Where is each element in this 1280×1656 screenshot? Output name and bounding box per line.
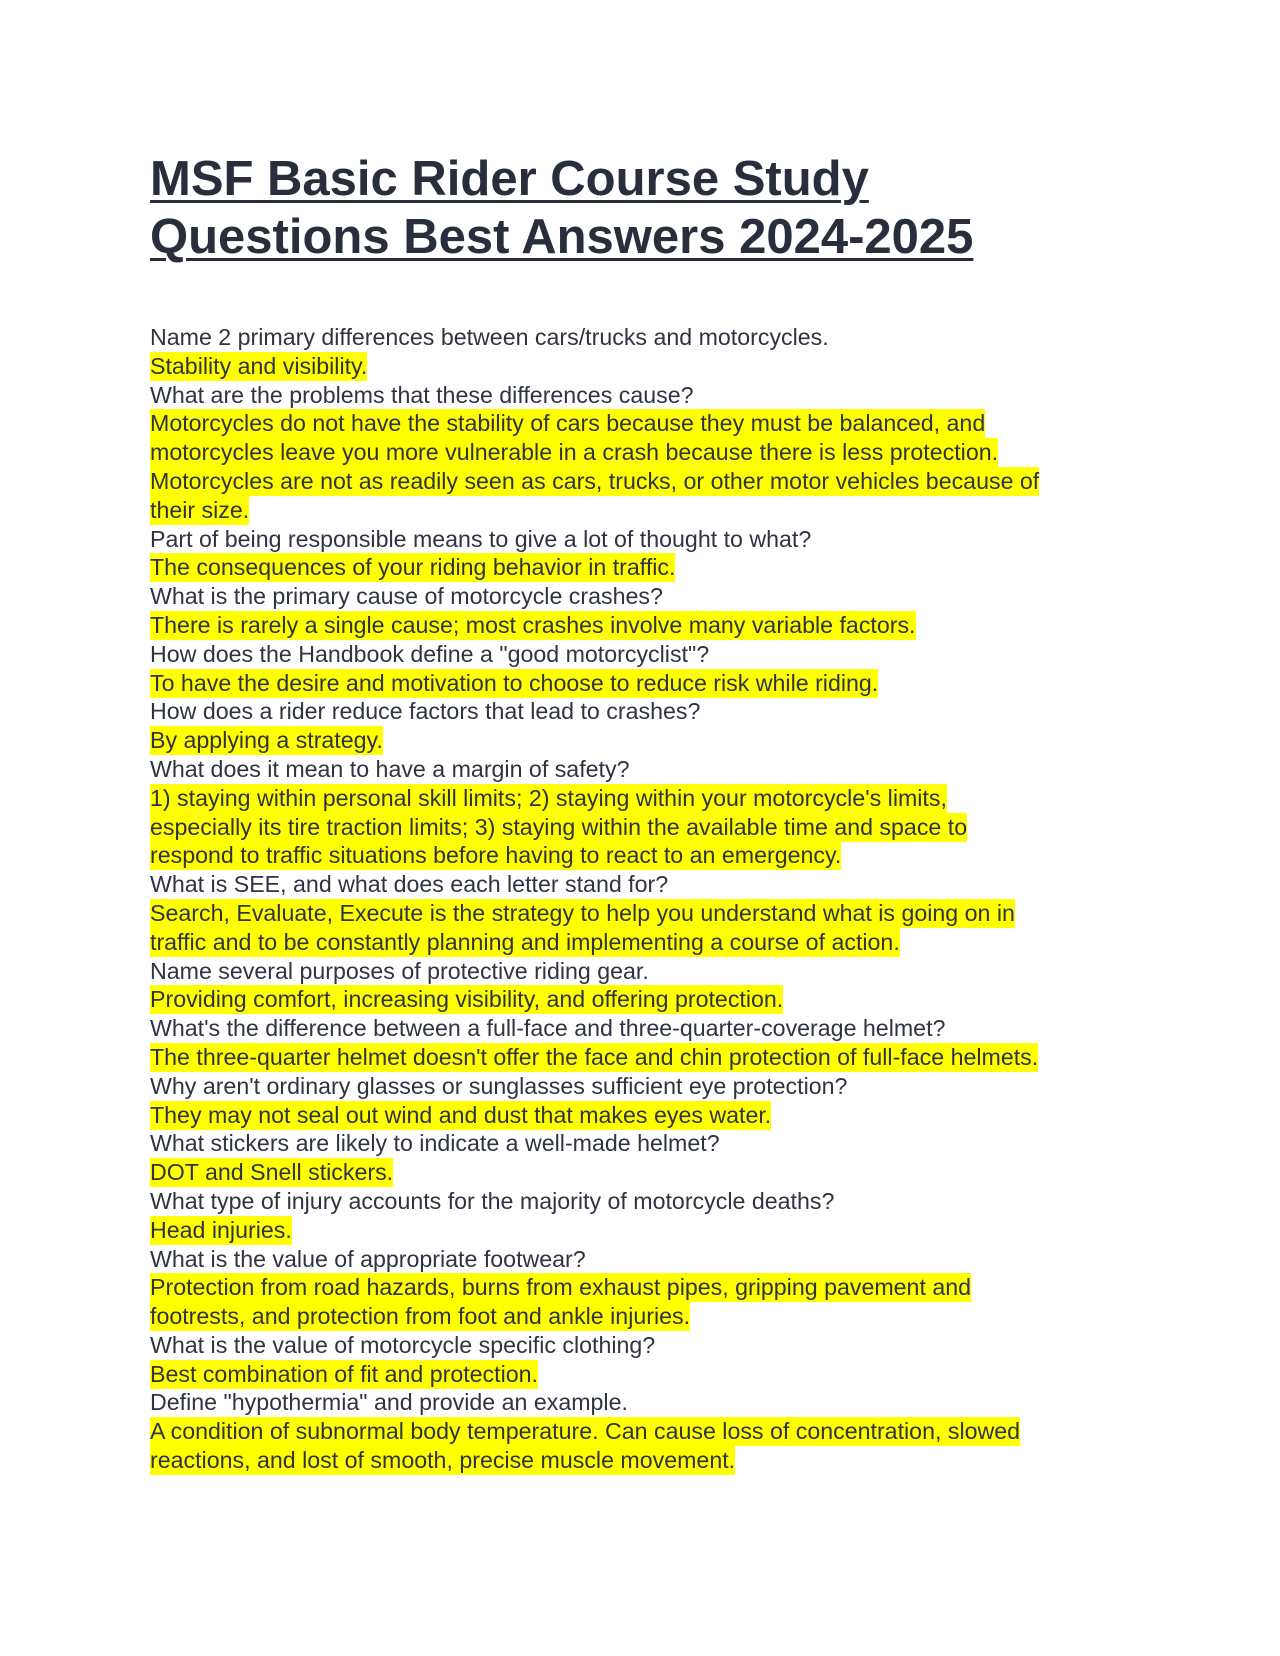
question-text: What is the value of motorcycle specific clothing? xyxy=(150,1331,656,1358)
question-text: Name 2 primary differences between cars/trucks and motorcycles. xyxy=(150,324,829,350)
answer-highlight: their size. xyxy=(150,496,250,523)
qa-item xyxy=(150,1129,1130,1187)
answer-line xyxy=(150,611,1130,640)
page-title xyxy=(150,150,1150,266)
answer-line xyxy=(150,496,1130,525)
title-line: Questions Best Answers 2024-2025 xyxy=(150,210,974,264)
answer-line xyxy=(150,841,1130,870)
answer-line xyxy=(150,1216,1130,1245)
question-text: How does the Handbook define a "good motorcyclist"? xyxy=(150,640,710,667)
answer-highlight: Best combination of fit and protection. xyxy=(150,1360,538,1387)
answer-highlight: Stability and visibility. xyxy=(150,352,368,379)
answer-line xyxy=(150,1101,1130,1130)
qa-item xyxy=(150,525,1130,583)
answer-highlight: Motorcycles are not as readily seen as cars, trucks, or other motor vehicles because of xyxy=(150,467,1040,494)
answer-highlight: reactions, and lost of smooth, precise muscle movement. xyxy=(150,1447,736,1474)
answer-highlight: To have the desire and motivation to choose to reduce risk while riding. xyxy=(150,669,879,696)
answer-highlight: DOT and Snell stickers. xyxy=(150,1159,394,1186)
question-text: What are the problems that these differences cause? xyxy=(150,381,694,408)
question-text: Name several purposes of protective riding gear. xyxy=(150,957,649,984)
qa-item xyxy=(150,755,1130,870)
answer-line xyxy=(150,1360,1130,1389)
qa-item xyxy=(150,697,1130,755)
qa-item xyxy=(150,1331,1130,1389)
question-text: Define "hypothermia" and provide an example. xyxy=(150,1389,628,1416)
answer-line xyxy=(150,1043,1130,1072)
answer-line xyxy=(150,669,1130,698)
question-text: What is the primary cause of motorcycle crashes? xyxy=(150,583,663,610)
qa-item xyxy=(150,1187,1130,1245)
answer-highlight: 1) staying within personal skill limits; 2) staying within your motorcycle's limits, xyxy=(150,784,947,811)
answer-highlight: Providing comfort, increasing visibility, and offering protection. xyxy=(150,986,784,1013)
answer-line xyxy=(150,352,1130,381)
question-text: What stickers are likely to indicate a well-made helmet? xyxy=(150,1130,720,1157)
answer-line xyxy=(150,813,1130,842)
answer-highlight: They may not seal out wind and dust that makes eyes water. xyxy=(150,1101,772,1128)
answer-highlight: footrests, and protection from foot and ankle injuries. xyxy=(150,1303,691,1330)
answer-line xyxy=(150,985,1130,1014)
answer-line xyxy=(150,1417,1130,1446)
qa-item xyxy=(150,640,1130,698)
answer-highlight: Head injuries. xyxy=(150,1216,292,1243)
answer-highlight: motorcycles leave you more vulnerable in a crash because there is less protection. xyxy=(150,439,999,466)
question-text: How does a rider reduce factors that lead to crashes? xyxy=(150,698,701,725)
question-text: Why aren't ordinary glasses or sunglasses sufficient eye protection? xyxy=(150,1072,848,1099)
answer-line xyxy=(150,1302,1130,1331)
answer-line xyxy=(150,784,1130,813)
answer-line xyxy=(150,726,1130,755)
qa-list xyxy=(150,323,1130,1475)
question-text: What is SEE, and what does each letter stand for? xyxy=(150,871,669,898)
answer-highlight: traffic and to be constantly planning and implementing a course of action. xyxy=(150,928,900,955)
answer-line xyxy=(150,928,1130,957)
qa-item xyxy=(150,582,1130,640)
qa-item xyxy=(150,1245,1130,1331)
answer-highlight: Search, Evaluate, Execute is the strategy to help you understand what is going on in xyxy=(150,899,1015,926)
question-text: What does it mean to have a margin of safety? xyxy=(150,755,630,782)
qa-item xyxy=(150,323,1130,381)
answer-highlight: The three-quarter helmet doesn't offer the face and chin protection of full-face helmets. xyxy=(150,1043,1039,1070)
answer-highlight: especially its tire traction limits; 3) staying within the available time and space to xyxy=(150,813,968,840)
question-text: What's the difference between a full-face and three-quarter-coverage helmet? xyxy=(150,1015,946,1042)
qa-item xyxy=(150,1072,1130,1130)
answer-line xyxy=(150,899,1130,928)
answer-highlight: Protection from road hazards, burns from exhaust pipes, gripping pavement and xyxy=(150,1274,972,1301)
qa-item xyxy=(150,1014,1130,1072)
answer-highlight: There is rarely a single cause; most crashes involve many variable factors. xyxy=(150,611,916,638)
question-text: What is the value of appropriate footwear? xyxy=(150,1245,586,1272)
title-line: MSF Basic Rider Course Study xyxy=(150,152,869,206)
answer-line xyxy=(150,1273,1130,1302)
answer-highlight: The consequences of your riding behavior in traffic. xyxy=(150,554,676,581)
answer-highlight: A condition of subnormal body temperature. Can cause loss of concentration, slowed xyxy=(150,1418,1021,1445)
answer-line xyxy=(150,553,1130,582)
qa-item xyxy=(150,381,1130,525)
qa-item xyxy=(150,870,1130,956)
answer-line xyxy=(150,409,1130,438)
qa-item xyxy=(150,1388,1130,1474)
qa-item xyxy=(150,957,1130,1015)
answer-highlight: Motorcycles do not have the stability of cars because they must be balanced, and xyxy=(150,410,986,437)
answer-line xyxy=(150,438,1130,467)
answer-line xyxy=(150,467,1130,496)
question-text: What type of injury accounts for the majority of motorcycle deaths? xyxy=(150,1187,835,1214)
question-text: Part of being responsible means to give a lot of thought to what? xyxy=(150,525,812,552)
answer-highlight: respond to traffic situations before having to react to an emergency. xyxy=(150,842,842,869)
answer-line xyxy=(150,1158,1130,1187)
answer-line xyxy=(150,1446,1130,1475)
answer-highlight: By applying a strategy. xyxy=(150,727,383,754)
